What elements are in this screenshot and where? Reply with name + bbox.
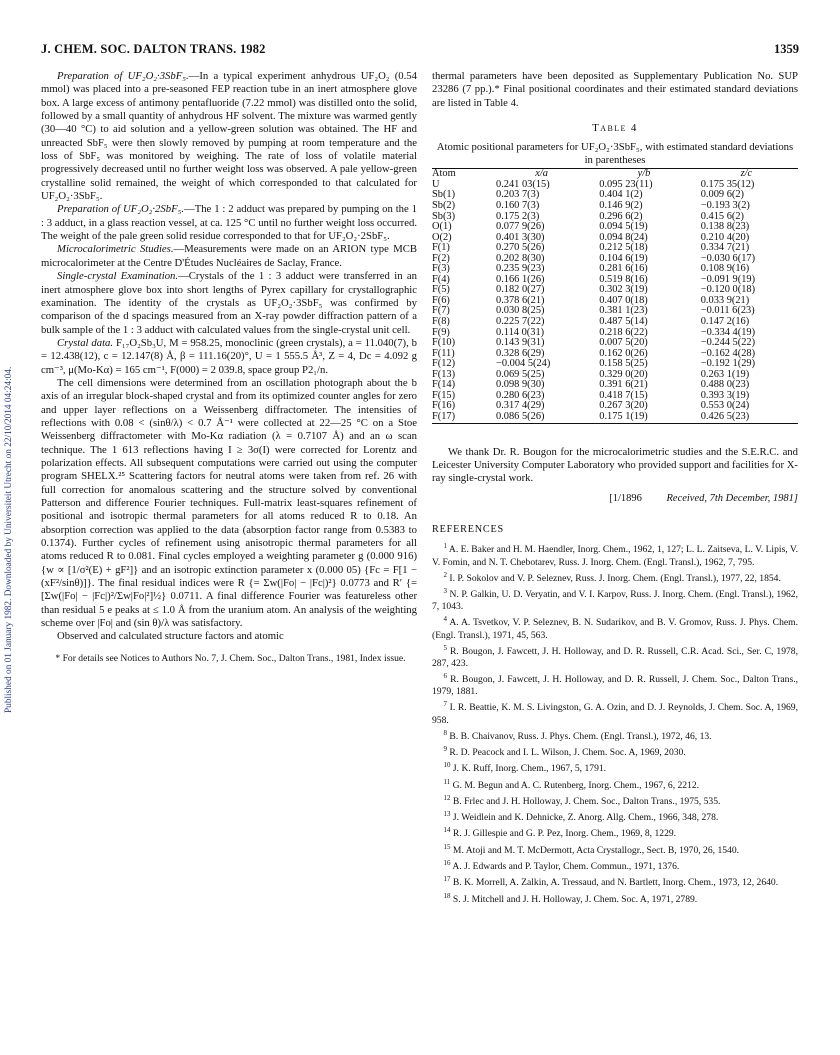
reference-item: [432, 759, 798, 775]
reference-number: 6: [443, 672, 448, 680]
coordinate-cell: 0.401 3(30): [496, 231, 545, 243]
atom-cell: F(16): [432, 400, 456, 412]
coordinate-cell: −0.011 6(23): [700, 305, 755, 317]
coordinate-cell: 0.393 3(19): [700, 389, 750, 401]
atom-cell: F(15): [432, 389, 456, 401]
atom-cell: Sb(1): [432, 189, 456, 201]
coordinate-cell: 0.381 1(23): [599, 305, 648, 317]
reference-item: [432, 540, 798, 568]
atom-cell: F(8): [432, 316, 450, 328]
coordinate-cell: 0.334 7(21): [700, 242, 750, 254]
coordinate-cell: 0.263 1(19): [700, 368, 750, 380]
reference-number: 13: [443, 810, 451, 819]
reference-number: 18: [443, 891, 451, 900]
coordinate-cell: 0.030 8(25): [496, 305, 545, 317]
reference-number: 3: [443, 586, 448, 595]
download-watermark: Published on 01 January 1982. Downloaded by Universiteit Utrecht on 22/10/2014 04:24:04.: [4, 366, 14, 714]
reference-item: [432, 792, 798, 808]
reference-text: A. J. Edwards and P. Taylor, Chem. Commun., 1971, 1376.: [452, 861, 680, 873]
reference-text: R. Bougon, J. Fawcett, J. H. Holloway, and D. R. Russell, J. Chem. Soc., Dalton Trans., 1979, 1881.: [432, 674, 798, 698]
reference-text: N. P. Galkin, U. D. Veryatin, and V. I. Karpov, Russ. J. Inorg. Chem. (Engl. Transl.), 1962, 7, 1043.: [432, 589, 798, 613]
atom-cell: F(13): [432, 368, 456, 380]
reference-number: 10: [443, 761, 451, 770]
reference-number: 11: [443, 777, 451, 786]
atomic-parameters-table: [432, 168, 798, 423]
coordinate-cell: 0.210 4(20): [700, 231, 750, 243]
coordinate-cell: 0.235 9(23): [496, 263, 545, 275]
reference-number: 1: [443, 542, 448, 551]
coordinate-cell: 0.098 9(30): [496, 379, 545, 391]
coordinate-cell: −0.030 6(17): [700, 252, 756, 264]
atom-cell: Sb(2): [432, 200, 456, 212]
atom-cell: F(2): [432, 252, 450, 264]
coordinate-cell: 0.487 5(14): [599, 316, 648, 328]
reference-text: A. A. Tsvetkov, V. P. Seleznev, B. N. Sudarikov, and B. V. Gromov, Russ. J. Phys. Chem. (Engl. Transl.), 1971, 45, 563.: [432, 617, 798, 641]
table-row: [432, 201, 798, 212]
reference-number: 7: [443, 700, 448, 709]
reference-number: 15: [443, 842, 451, 851]
paragraph-text: F₁₇O₂Sb₃U, M = 958.25, monoclinic (green crystals), a = 11.040(7), b = 12.438(12), c = 12.147(8) Å, β = 111.16(20)°, U = 1 555.5 Å³, Z = 4, Dc = 4.092 g cm⁻³, μ(Mo-Kα) = 165 cm⁻¹, F(000) = 2 039.8, space group P2₁/n.: [41, 336, 417, 376]
coordinate-cell: 0.418 7(15): [599, 389, 648, 401]
coordinate-cell: 0.212 5(18): [599, 242, 648, 254]
section-lead: Single-crystal Examination.: [57, 270, 179, 283]
reference-item: [432, 698, 798, 726]
reference-item: [432, 776, 798, 792]
coordinate-cell: 0.158 5(25): [599, 358, 648, 370]
reference-number: 12: [443, 793, 451, 802]
coordinate-cell: 0.095 23(11): [599, 178, 653, 190]
coordinate-cell: 0.553 0(24): [700, 400, 750, 412]
coordinate-cell: 0.160 7(3): [496, 200, 540, 212]
coordinate-cell: −0.193 3(2): [700, 200, 750, 212]
table-caption-block: [432, 122, 798, 167]
coordinate-cell: 0.415 6(2): [700, 210, 745, 222]
atom-cell: F(9): [432, 326, 450, 338]
reference-item: [432, 808, 798, 824]
atom-cell: F(4): [432, 273, 450, 285]
reference-text: J. Weidlein and K. Dehnicke, Z. Anorg. Allg. Chem., 1966, 348, 278.: [452, 812, 719, 824]
reference-number: 8: [443, 728, 448, 737]
coordinate-cell: 0.182 0(27): [496, 284, 545, 296]
atom-cell: F(10): [432, 337, 456, 349]
coordinate-cell: 0.162 0(26): [599, 347, 648, 359]
received-date: Received, 7th December, 1981]: [666, 492, 798, 504]
paragraph-crystal-data: [41, 337, 417, 377]
reference-item: [432, 841, 798, 857]
coordinate-cell: 0.146 9(2): [599, 200, 643, 212]
reference-text: R. D. Peacock and I. L. Wilson, J. Chem. Soc. A, 1969, 2030.: [449, 747, 686, 759]
reference-item: [432, 743, 798, 759]
atom-cell: O(2): [432, 231, 452, 243]
reference-text: J. K. Ruff, Inorg. Chem., 1967, 5, 1791.: [452, 763, 607, 775]
atom-cell: F(17): [432, 410, 456, 422]
paragraph-text: —In a typical experiment anhydrous UF₂O₂ (0.54 mmol) was placed into a pre-seasoned FEP reaction tube in an inert atmosphere glove box. A large excess of antimony pentafluoride (7.22 mmol) was distilled onto the solid, followed by a small quantity of anhydrous HF solvent. The mixture was warmed gently (30—40 °C) to aid solution and a yellow-green solution was obtained. The HF and unreacted SbF₅ were then slowly removed by pumping at room temperature and the loss of SbF₅ was monitored by weighing. The rate of loss of volatile material progressively decreased until no further weight loss was observed. A pale yellow-green crystalline solid remained, the weight of which corresponded to that calculated for UF₂O₂·3SbF₅.: [41, 70, 417, 203]
coordinate-cell: 0.378 6(21): [496, 294, 545, 306]
coordinate-cell: 0.488 0(23): [700, 379, 750, 391]
reference-text: B. K. Morrell, A. Zalkin, A. Tressaud, and N. Bartlett, Inorg. Chem., 1973, 12, 2640.: [452, 877, 779, 889]
coordinate-cell: 0.328 6(29): [496, 347, 545, 359]
paragraph-preparation-2sbf5: [41, 203, 417, 243]
atom-cell: F(14): [432, 379, 456, 391]
coordinate-cell: 0.407 0(18): [599, 294, 648, 306]
paragraph-text: —Crystals of the 1 : 3 adduct were transferred in an inert atmosphere glove box into short lengths of Pyrex capillary for crystallographic examination. The identity of the crystals as UF₂O₂·3SbF₅ was confirmed by comparison of the d spacings measured from an X-ray powder diffraction pattern of a bulk sample of the 1 : 3 adduct with calculated values from the single-crystal unit cell.: [41, 270, 417, 336]
atom-cell: F(5): [432, 284, 450, 296]
reference-item: [432, 873, 798, 889]
reference-text: R. Bougon, J. Fawcett, J. H. Holloway, and D. R. Russell, C.R. Acad. Sci., Ser. C, 1978, 287, 423.: [432, 645, 798, 669]
coordinate-cell: 0.108 9(16): [700, 263, 750, 275]
coordinate-cell: 0.404 1(2): [599, 189, 643, 201]
coordinate-cell: 0.175 35(12): [700, 178, 755, 190]
atom-cell: F(3): [432, 263, 450, 275]
coordinate-cell: 0.270 5(26): [496, 242, 545, 254]
coordinate-cell: 0.241 03(15): [496, 178, 550, 190]
reference-item: [432, 727, 798, 743]
left-column: [41, 70, 417, 665]
paragraph-text: —The 1 : 2 adduct was prepared by pumping on the 1 : 3 adduct, in a glass reaction vessel, at ca. 125 °C until no further weight loss occurred. The weight of the pale green solid residue corresponded to that for UF₂O₂·2SbF₅.: [41, 203, 417, 243]
coordinate-cell: −0.334 4(19): [700, 326, 756, 338]
coordinate-cell: 0.519 8(16): [599, 273, 648, 285]
reference-item: [432, 857, 798, 873]
reference-item: [432, 613, 798, 641]
reference-number: 14: [443, 826, 451, 835]
column-header: z/c: [740, 168, 753, 180]
coordinate-cell: 0.007 5(20): [599, 337, 648, 349]
coordinate-cell: −0.120 0(18): [700, 284, 756, 296]
reference-text: I. P. Sokolov and V. P. Seleznev, Russ. J. Inorg. Chem. (Engl. Transl.), 1977, 22, 1854.: [449, 572, 781, 584]
coordinate-cell: 0.281 6(16): [599, 263, 648, 275]
atom-cell: F(1): [432, 242, 450, 254]
acknowledgement: We thank Dr. R. Bougon for the microcalorimetric studies and the S.E.R.C. and Leicester University Computer Laboratory who provided support and facilities for X-ray single-crystal work.: [432, 445, 798, 485]
paragraph-preparation-3sbf5: [41, 70, 417, 203]
coordinate-cell: 0.280 6(23): [496, 389, 545, 401]
coordinate-cell: 0.175 2(3): [496, 210, 540, 222]
coordinate-cell: 0.104 6(19): [599, 252, 648, 264]
atom-cell: F(12): [432, 358, 456, 370]
reference-text: S. J. Mitchell and J. H. Holloway, J. Chem. Soc. A, 1971, 2789.: [452, 893, 698, 905]
coordinate-cell: 0.009 6(2): [700, 189, 745, 201]
reference-item: [432, 670, 798, 698]
coordinate-cell: 0.069 5(25): [496, 368, 545, 380]
atom-cell: Sb(3): [432, 210, 456, 222]
references-list: [432, 540, 798, 906]
table-row: [432, 317, 798, 328]
atom-cell: U: [432, 178, 440, 190]
reference-item: [432, 890, 798, 906]
manuscript-number: [1/1896: [609, 492, 642, 504]
coordinate-cell: 0.175 1(19): [599, 410, 648, 422]
reference-number: 16: [443, 859, 451, 867]
coordinate-cell: −0.091 9(19): [700, 273, 756, 285]
reference-item: [432, 824, 798, 840]
atom-cell: F(7): [432, 305, 450, 317]
column-header: Atom: [432, 168, 456, 180]
paragraph-text: —Measurements were made on an ARION type MCB microcalorimeter at the Centre D'Études Nucléaires de Saclay, France.: [41, 243, 418, 269]
paragraph-deposition: thermal parameters have been deposited as Supplementary Publication No. SUP 23286 (7 pp.).* Final positional coordinates and their estimated standard deviations are listed in Table 4.: [432, 70, 798, 109]
coordinate-cell: 0.033 9(21): [700, 294, 750, 306]
atom-cell: O(1): [432, 221, 452, 233]
coordinate-cell: 0.218 6(22): [599, 326, 648, 338]
atom-cell: F(11): [432, 347, 455, 359]
coordinate-cell: 0.138 8(23): [700, 221, 750, 233]
coordinate-cell: 0.296 6(2): [599, 210, 643, 222]
reference-item: [432, 569, 798, 585]
coordinate-cell: 0.426 5(23): [700, 410, 750, 422]
reference-text: B. B. Chaivanov, Russ. J. Phys. Chem. (Engl. Transl.), 1972, 46, 13.: [449, 730, 712, 742]
table-caption: Atomic positional parameters for UF₂O₂·3SbF₅, with estimated standard deviations in parentheses: [436, 141, 794, 167]
coordinate-cell: 0.143 9(31): [496, 337, 545, 349]
coordinate-cell: 0.267 3(20): [599, 400, 648, 412]
reference-text: A. E. Baker and H. M. Haendler, Inorg. Chem., 1962, 1, 127; L. L. Zaitseva, L. V. Lipis, V. V. Fomin, and N. T. Chebotarev, Russ. J. Inorg. Chem. (Engl. Transl.), 1962, 7, 795.: [432, 544, 799, 568]
paragraph-cell-dimensions: The cell dimensions were determined from an oscillation photograph about the b axis of an irregular block-shaped crystal and from its optimized counter angles for zero and upper layer reflections on a Weissenberg diffractometer. The intensities of reflections with 0.08 < (sinθ/λ) < 0.7 Å⁻¹ were collected at 22—25 °C on a Stoe Weissenberg diffractometer with Mo-Kα radiation (λ = 0.7107 Å) and an ω scan technique. The 1 613 reflections having I ≥ 3σ(I) were corrected for Lorentz and polarization effects. All subsequent computations were carried out using the computer program SHELX.²⁵ Scattering factors for neutral atoms were taken from ref. 26 with full correction for anomalous scattering and the structure solved by conventional Patterson and difference Fourier techniques. Full-matrix least-squares refinement of positional and isotropic thermal parameters for all atoms reduced R to 0.18. An absorption correction was applied to the data (absorption factor range from 0.5383 to 0.1374). Further cycles of refinement using anisotropic thermal parameters for all atoms reduced R to 0.081. Final cycles employed a weighting parameter g (0.000 916) {w ∝ [1/σ²(E) + gF²]} and an isotropic extinction parameter x (0.000 05) {Fc = F[1 − (xF²/sinθ)]}. The final residual indices were R {= Σw(|Fo| − |Fc|)²} 0.0773 and R′ {= [Σw(|Fo| − |Fc|)²/Σw|Fo|²]½} 0.0711. A final difference Fourier was featureless other than residual 5 e peaks at ≤ 1.0 Å from the uranium atom. An analysis of the weighting scheme over |Fo| and (sin θ)/λ was satisfactory.: [41, 376, 417, 630]
reference-number: 9: [443, 745, 448, 754]
footnote: * For details see Notices to Authors No. 7, J. Chem. Soc., Dalton Trans., 1981, Index issue.: [41, 652, 417, 665]
paragraph-structure-factors: Observed and calculated structure factors and atomic: [57, 630, 284, 643]
right-column: [432, 70, 798, 906]
coordinate-cell: 0.302 3(19): [599, 284, 648, 296]
table-row: [432, 412, 798, 423]
section-lead: Preparation of UF₂O₂·3SbF₅.: [57, 70, 189, 82]
reference-text: R. J. Gillespie and G. P. Pez, Inorg. Chem., 1969, 8, 1229.: [452, 828, 677, 840]
reference-item: [432, 642, 798, 670]
reference-text: B. Frlec and J. H. Holloway, J. Chem. Soc., Dalton Trans., 1975, 535.: [452, 796, 721, 808]
column-header: x/a: [535, 168, 548, 180]
page-number: 1359: [774, 42, 799, 56]
section-lead: Microcalorimetric Studies.: [57, 243, 174, 256]
coordinate-cell: 0.225 7(22): [496, 316, 545, 328]
coordinate-cell: 0.147 2(16): [700, 316, 750, 328]
reference-number: 2: [443, 570, 448, 579]
coordinate-cell: 0.202 8(30): [496, 252, 545, 264]
reference-text: M. Atoji and M. T. McDermott, Acta Crystallogr., Sect. B, 1970, 26, 1540.: [452, 844, 740, 856]
reference-number: 17: [443, 875, 451, 884]
coordinate-cell: 0.094 8(24): [599, 231, 648, 243]
table-number: Table 4: [592, 122, 638, 135]
paragraph-microcalorimetric: [41, 243, 417, 270]
paragraph-single-crystal: [41, 270, 417, 337]
coordinate-cell: 0.203 7(3): [496, 189, 540, 201]
section-lead: Crystal data.: [57, 336, 114, 349]
coordinate-cell: −0.162 4(28): [700, 347, 756, 359]
column-header: y/b: [637, 168, 651, 180]
coordinate-cell: −0.192 1(29): [700, 358, 756, 370]
coordinate-cell: 0.391 6(21): [599, 379, 648, 391]
section-lead: Preparation of UF₂O₂·2SbF₅.: [57, 203, 184, 216]
running-header: [41, 42, 799, 60]
reference-text: I. R. Beattie, K. M. S. Livingston, G. A. Ozin, and D. J. Reynolds, J. Chem. Soc. A, 1969, 958.: [432, 702, 798, 726]
reference-number: 4: [443, 615, 448, 624]
coordinate-cell: 0.317 4(29): [496, 400, 545, 412]
atom-cell: F(6): [432, 294, 450, 306]
reference-text: G. M. Begun and A. C. Rutenberg, Inorg. Chem., 1967, 6, 2212.: [452, 779, 700, 791]
coordinate-cell: −0.244 5(22): [700, 337, 756, 349]
coordinate-cell: 0.166 1(26): [496, 273, 545, 285]
coordinate-cell: −0.004 5(24): [496, 358, 551, 370]
references-heading: REFERENCES: [432, 523, 504, 535]
coordinate-cell: 0.077 9(26): [496, 221, 545, 233]
coordinate-cell: 0.329 0(20): [599, 368, 648, 380]
reference-item: [432, 585, 798, 613]
reference-number: 5: [443, 643, 448, 652]
coordinate-cell: 0.094 5(19): [599, 221, 648, 233]
journal-title: J. CHEM. SOC. DALTON TRANS. 1982: [41, 42, 266, 56]
coordinate-cell: 0.114 0(31): [496, 326, 545, 338]
coordinate-cell: 0.086 5(26): [496, 410, 545, 422]
received-line: [432, 492, 798, 505]
